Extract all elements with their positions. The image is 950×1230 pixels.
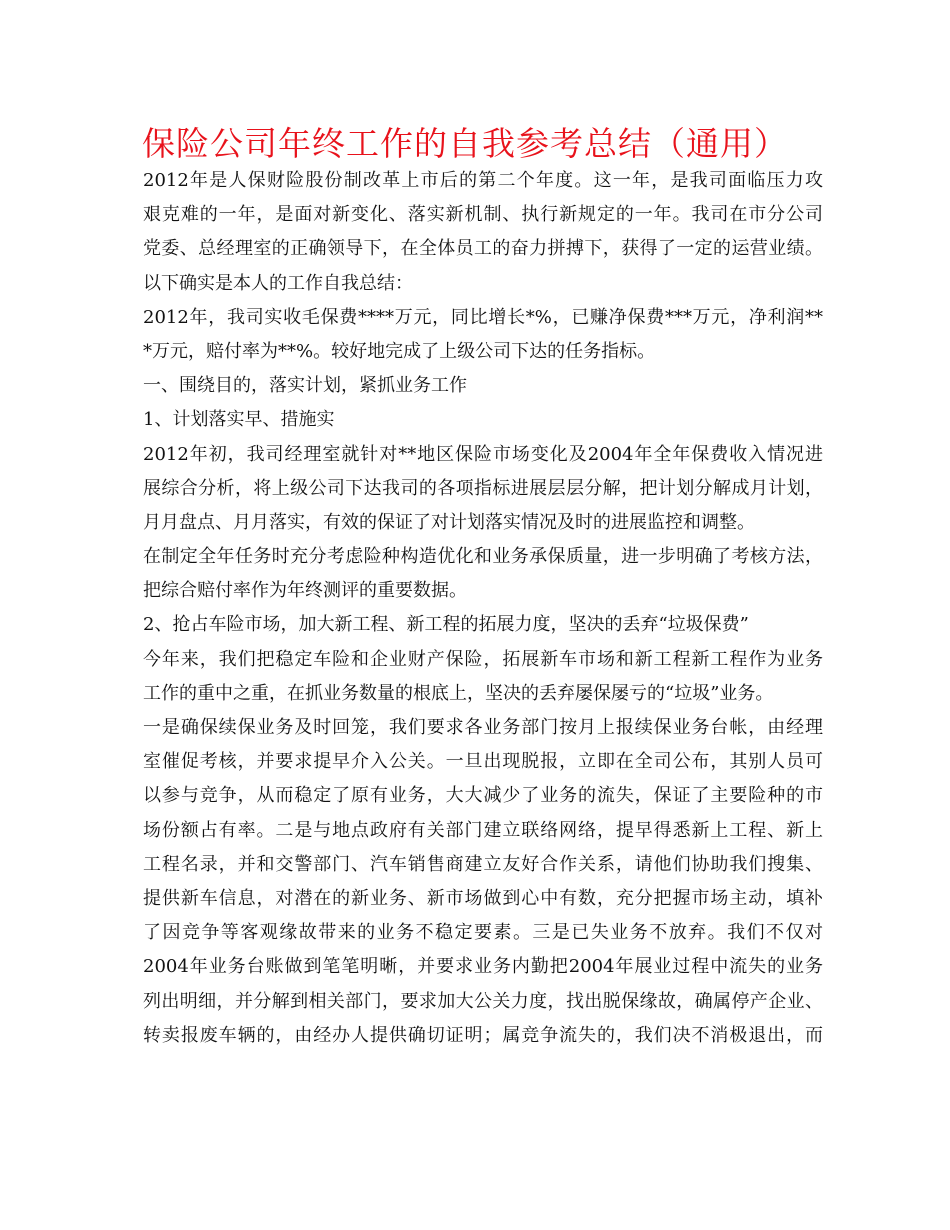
- paragraph-line: 党委、总经理室的正确领导下，在全体员工的奋力拼搏下，获得了一定的运营业绩。: [143, 238, 823, 260]
- paragraph-line: 场份额占有率。二是与地点政府有关部门建立联络网络，提早得悉新上工程、新上: [143, 819, 823, 841]
- paragraph-line: 2012年初，我司经理室就针对**地区保险市场变化及2004年全年保费收入情况进: [143, 443, 823, 465]
- paragraph-line: 工作的重中之重，在抓业务数量的根底上，坚决的丢弃屡保屡亏的“垃圾”业务。: [143, 682, 774, 704]
- paragraph-line: 2012年是人保财险股份制改革上市后的第二个年度。这一年，是我司面临压力攻: [143, 170, 823, 191]
- paragraph-line: 2012年，我司实收毛保费****万元，同比增长*%，已赚净保费***万元，净利润**: [143, 306, 823, 328]
- paragraph-line: 列出明细，并分解到相关部门，要求加大公关力度，找出脱保缘故，确属停产企业、: [143, 990, 823, 1012]
- paragraph-line: 艰克难的一年，是面对新变化、落实新机制、执行新规定的一年。我司在市分公司: [143, 204, 823, 226]
- paragraph-line: *万元，赔付率为**%。较好地完成了上级公司下达的任务指标。: [143, 340, 656, 362]
- section-heading: 一、围绕目的，落实计划，紧抓业务工作: [143, 375, 467, 397]
- document-body: [143, 164, 823, 1053]
- paragraph-line: 了因竞争等客观缘故带来的业务不稳定要素。三是已失业务不放弃。我们不仅对: [143, 922, 823, 944]
- paragraph-line: 2004年业务台账做到笔笔明晰，并要求业务内勤把2004年展业过程中流失的业务: [143, 956, 823, 978]
- paragraph-line: 转卖报废车辆的，由经办人提供确切证明；属竞争流失的，我们决不消极退出，而: [143, 1024, 823, 1046]
- paragraph-line: 以下确实是本人的工作自我总结：: [143, 272, 413, 294]
- paragraph-line: 把综合赔付率作为年终测评的重要数据。: [143, 580, 467, 602]
- paragraph-line: 展综合分析，将上级公司下达我司的各项指标进展层层分解，把计划分解成月计划，: [143, 477, 823, 499]
- paragraph-line: 在制定全年任务时充分考虑险种构造优化和业务承保质量，进一步明确了考核方法，: [143, 546, 823, 568]
- paragraph-line: 今年来，我们把稳定车险和企业财产保险，拓展新车市场和新工程新工程作为业务: [143, 648, 823, 670]
- subsection-heading: 1、计划落实早、措施实: [143, 409, 335, 431]
- paragraph-line: 室催促考核，并要求提早介入公关。一旦出现脱报，立即在全司公布，其别人员可: [143, 751, 823, 773]
- subsection-heading: 2、抢占车险市场，加大新工程、新工程的拓展力度，坚决的丢弃“垃圾保费”: [143, 614, 749, 636]
- paragraph-line: 以参与竞争，从而稳定了原有业务，大大减少了业务的流失，保证了主要险种的市: [143, 785, 823, 807]
- paragraph-line: 一是确保续保业务及时回笼，我们要求各业务部门按月上报续保业务台帐，由经理: [143, 717, 823, 738]
- paragraph-line: 工程名录，并和交警部门、汽车销售商建立友好合作关系，请他们协助我们搜集、: [143, 853, 823, 875]
- paragraph-line: 提供新车信息，对潜在的新业务、新市场做到心中有数，充分把握市场主动，填补: [143, 887, 823, 909]
- paragraph-line: 月月盘点、月月落实，有效的保证了对计划落实情况及时的进展监控和调整。: [143, 511, 755, 533]
- document-title: 保险公司年终工作的自我参考总结（通用）: [142, 124, 788, 163]
